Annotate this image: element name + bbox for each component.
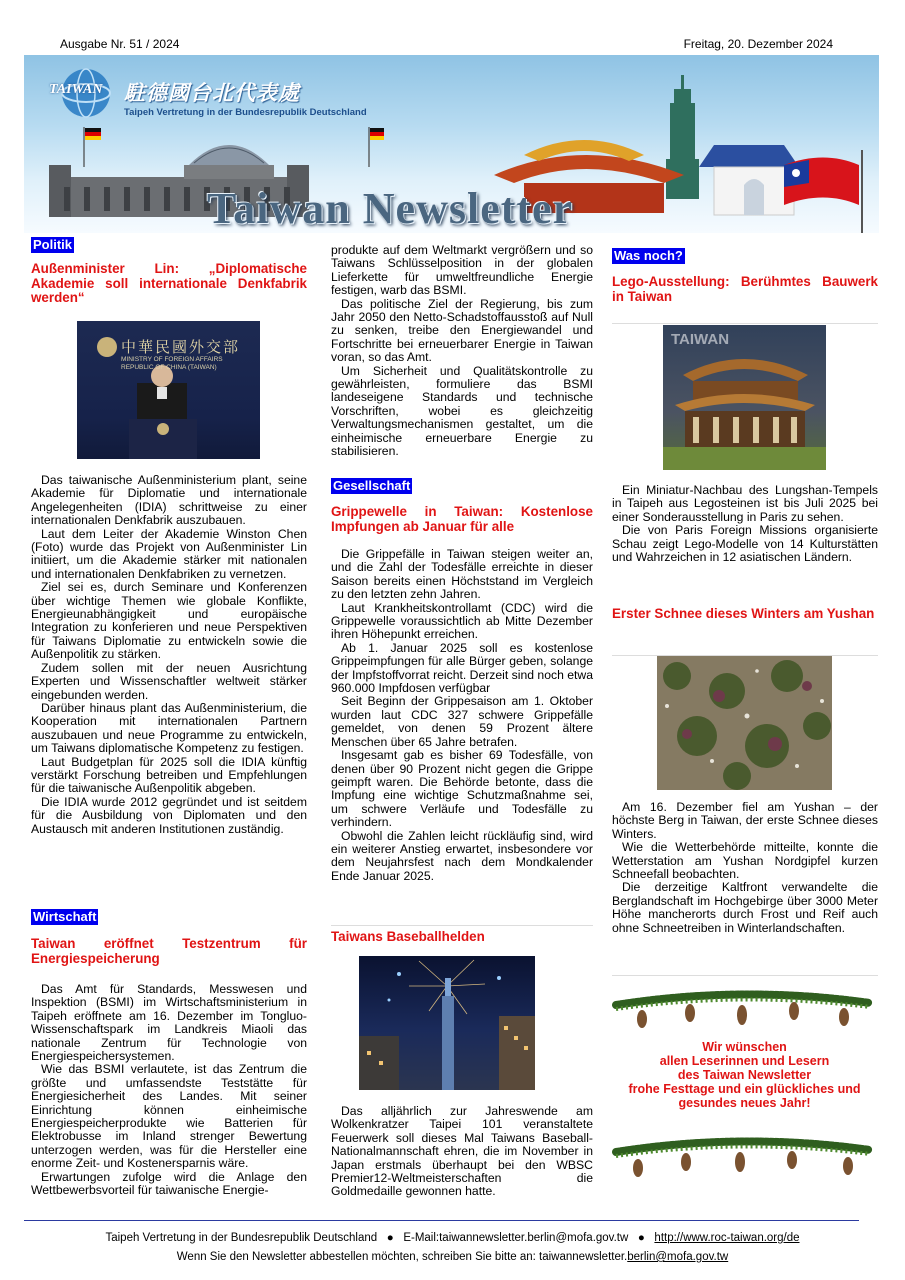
article-snow: [612, 607, 878, 622]
pine-garland-top-icon: [612, 985, 874, 1037]
column-2-continuation: [331, 244, 593, 459]
greeting-line: allen Leserinnen und Lesern: [659, 1054, 830, 1068]
paragraph: Laut Budgetplan für 2025 soll die IDIA künftig verstärkt Forschung betreiben und Empfehlungen für die taiwanische Außenpolitik abgeben.: [31, 754, 307, 796]
holiday-greeting: [612, 1040, 877, 1110]
footer-separator: ●: [637, 1232, 645, 1244]
paragraph: produkte auf dem Weltmarkt vergrößern und so Taiwans Schlüsselposition in der globalen Lieferkette für umweltfreundliche Energie festigen, warb das BSMI.: [331, 243, 593, 298]
footer-line-1: [0, 1232, 905, 1244]
photo-caption-taiwan: TAIWAN: [671, 331, 730, 348]
pine-garland-bottom-icon: [612, 1132, 874, 1184]
photo-lego-temple: [663, 325, 826, 470]
column-1: [31, 237, 307, 306]
photo-snow-plants: [657, 656, 832, 790]
divider: [612, 975, 878, 976]
paragraph: Wie die Wetterbehörde mitteilte, konnte die Wetterstation am Yushan Nordgipfel kurzen Schneefall beobachten.: [612, 840, 878, 882]
paragraph: Ein Miniatur-Nachbau des Lungshan-Tempels in Taipeh aus Legosteinen ist bis Juli 2025 bei einer Sonderausstellung in Paris zu sehen.: [612, 483, 878, 524]
photo-sign-english: MINISTRY OF FOREIGN AFFAIRS REPUBLIC OF CHINA (TAIWAN): [121, 356, 223, 371]
footer-website-link[interactable]: http://www.roc-taiwan.org/de: [654, 1232, 800, 1244]
article-baseball-text: [331, 1105, 593, 1199]
headline-lego: Lego-Ausstellung: Berühmtes Bauwerk in Taiwan: [612, 274, 878, 304]
article-academy-text: [31, 474, 307, 836]
photo-fireworks-taipei101: [359, 956, 535, 1090]
paragraph: Ziel sei es, durch Seminare und Konferenzen über wichtige Themen wie globale Konflikte, Energieunabhängigkeit und europäische Integration zu konferieren und neue Perspektiven für Taiwans Diplomatie zu entwickeln sowie die Außenpolitik zu stärken.: [31, 580, 307, 662]
paragraph: Die von Paris Foreign Missions organisierte Schau zeigt Lego-Modelle von 14 Kulturstätten und Wahrzeichen in 12 asiatischen Ländern.: [612, 523, 878, 565]
footer-separator: ●: [386, 1232, 394, 1244]
section-label-gesellschaft: Gesellschaft: [333, 478, 411, 493]
paragraph: Insgesamt gab es bisher 69 Todesfälle, von denen über 90 Prozent nicht gegen die Grippe geimpft waren. Die Behörde betonte, dass die Impfung eine wichtige Schutzmaßnahme sei, um schwere Verläufe und Todesfälle zu verhindern.: [331, 748, 593, 830]
footer-line-2: [0, 1251, 905, 1263]
footer-organization: Taipeh Vertretung in der Bundesrepublik Deutschland: [105, 1232, 378, 1244]
paragraph: Die Grippefälle in Taiwan steigen weiter an, und die Zahl der Todesfälle erreichte in dieser Saison bereits einen Höchststand im Vergleich zu den letzten zehn Jahren.: [331, 547, 593, 602]
paragraph: Ab 1. Januar 2025 soll es kostenlose Grippeimpfungen für alle Bürger geben, solange der Impfstoffvorrat reicht. Derzeit sind noch etwa 960.000 Impfdosen verfügbar: [331, 640, 593, 696]
banner-subtitle: Taipeh Vertretung in der Bundesrepublik Deutschland: [124, 107, 367, 118]
article-lego: [612, 248, 878, 304]
paragraph: Das politische Ziel der Regierung, bis zum Jahr 2050 den Netto-Schadstoffausstoß auf Null zu senken, treibe den Energiewandel und Fortschritte bei erneuerbarer Energie in Taiwan voran, so das Amt.: [331, 296, 593, 365]
paragraph: Laut Krankheitskontrollamt (CDC) wird die Grippewelle voraussichtlich ab Mitte Dezember ihren Höhepunkt erreichen.: [331, 600, 593, 642]
photo-press-conference: [77, 321, 260, 459]
greeting-line: Wir wünschen: [702, 1040, 787, 1054]
paragraph: Am 16. Dezember fiel am Yushan – der höchste Berg in Taiwan, der erste Schnee dieses Winters.: [612, 800, 878, 841]
unsubscribe-email-link[interactable]: berlin@mofa.gov.tw: [627, 1251, 729, 1263]
photo-sign-chinese: 中華民國外交部: [121, 338, 241, 356]
paragraph: Um Sicherheit und Qualitätskontrolle zu gewährleisten, formuliere das BSMI landeseigene Standards und technische Vorschriften, wobei es gleichzeitig Verwaltungsmechanismen gestaltet, um die einheimische erneuerbare Energie zu stabilisieren.: [331, 363, 593, 459]
article-energy: [31, 909, 307, 966]
section-label-wirtschaft: Wirtschaft: [33, 909, 97, 924]
section-label-was-noch: Was noch?: [614, 248, 683, 263]
headline-snow-yushan: Erster Schnee dieses Winters am Yushan: [612, 606, 875, 621]
paragraph: Seit Beginn der Grippesaison am 1. Oktober wurden laut CDC 327 schwere Grippefälle gemeldet, von denen 59 Prozent ältere Menschen über 65 Jahre betrafen.: [331, 694, 593, 749]
unsubscribe-text: Wenn Sie den Newsletter abbestellen möchten, schreiben Sie bitte an: taiwannewsletter.: [176, 1251, 628, 1263]
paragraph: Laut dem Leiter der Akademie Winston Chen (Foto) wurde das Projekt von Außenminister Lin initiiert, um die Akademie stärker mit nationalen und internationalen Denkfabriken zu vernetzen.: [31, 526, 307, 581]
divider: [331, 925, 593, 926]
taiwan-logo-word: TAIWAN: [49, 82, 103, 97]
paragraph: Erwartungen zufolge wird die Anlage den Wettbewerbsvorteil für taiwanische Energie-: [31, 1169, 307, 1198]
issue-date: Freitag, 20. Dezember 2024: [683, 37, 833, 51]
paragraph: Obwohl die Zahlen leicht rückläufig sind, wird ein weiterer Anstieg erwartet, insbesondere vor dem Neujahrsfest nach dem Mondkalender Ende Januar 2025.: [331, 828, 593, 883]
footer-rule: [24, 1220, 859, 1221]
paragraph: Zudem sollen mit der neuen Ausrichtung Experten und Wissenschaftler weltweit stärker eingebunden werden.: [31, 660, 307, 702]
greeting-line: des Taiwan Newsletter: [677, 1068, 812, 1082]
section-label-politik: Politik: [33, 237, 73, 252]
footer-email[interactable]: E-Mail:taiwannewsletter.berlin@mofa.gov.tw: [403, 1232, 629, 1244]
paragraph: Wie das BSMI verlautete, ist das Zentrum die größte und umfassendste Teststätte für Energiesicherheit des Landes. Mit seiner Einrichtung können einheimische Energiespeicherprodukte wie Batterien für Elektrobusse im Inland strenger Bewertung unterzogen werden, was für die Hersteller eine enorme Zeit- und Kostenersparnis wäre.: [31, 1062, 307, 1171]
article-flu: [331, 478, 593, 534]
paragraph: Die IDIA wurde 2012 gegründet und ist seitdem für die Ausbildung von Diplomaten und den Austausch mit anderen Institutionen zuständig.: [31, 794, 307, 836]
article-energy-text: [31, 983, 307, 1198]
greeting-line: frohe Festtage und ein glückliches und: [628, 1082, 861, 1096]
divider: [612, 323, 878, 324]
article-lego-text: [612, 484, 878, 564]
headline-diplomatic-academy: Außenminister Lin: „Diplomatische Akademie soll internationale Denkfabrik werden“: [31, 261, 307, 305]
newsletter-title: Taiwan Newsletter: [207, 184, 574, 233]
article-flu-text: [331, 548, 593, 883]
article-baseball: [331, 930, 593, 945]
newsletter-banner: [24, 55, 879, 233]
paragraph: Die derzeitige Kaltfront verwandelte die Berglandschaft im Hochgebirge über 3000 Meter Höhe mancherorts durch Frost und Reif auch ohne Schneetreiben in Winterlandschaften.: [612, 880, 878, 935]
issue-number: Ausgabe Nr. 51 / 2024: [60, 37, 180, 51]
paragraph: Das taiwanische Außenministerium plant, seine Akademie für Diplomatie und internationale Angelegenheiten (IDIA) schrittweise zu einer internationalen Denkfabrik auszubauen.: [31, 473, 307, 528]
headline-energy-center: Taiwan eröffnet Testzentrum für Energiespeicherung: [31, 936, 307, 966]
greeting-line: gesundes neues Jahr!: [678, 1096, 811, 1110]
headline-baseball: Taiwans Baseballhelden: [331, 929, 485, 944]
paragraph: Darüber hinaus plant das Außenministerium, die Kooperation mit internationalen Partnern auszubauen und neue Programme zu entwickeln, um Taiwans diplomatische Kompetenz zu festigen.: [31, 700, 307, 756]
banner-chinese-title: 駐德國台北代表處: [124, 80, 300, 105]
headline-flu-wave: Grippewelle in Taiwan: Kostenlose Impfungen ab Januar für alle: [331, 504, 593, 534]
paragraph: Das alljährlich zur Jahreswende am Wolkenkratzer Taipei 101 veranstaltete Feuerwerk soll dieses Mal Taiwans Baseball-Nationalmannschaft ehren, die im November in Japan erstmals überhaupt bei den WBSC Premier12-Weltmeisterschaften die Goldmedaille gewonnen hatte.: [331, 1104, 593, 1199]
paragraph: Das Amt für Standards, Messwesen und Inspektion (BSMI) im Wirtschaftsministerium in Taipeh eröffnete am 16. Dezember im Tongluo-Wissenschaftspark im Landkreis Miaoli das nationale Zentrum für Technologie von Energiespeichersystemen.: [31, 982, 307, 1064]
article-snow-text: [612, 801, 878, 935]
